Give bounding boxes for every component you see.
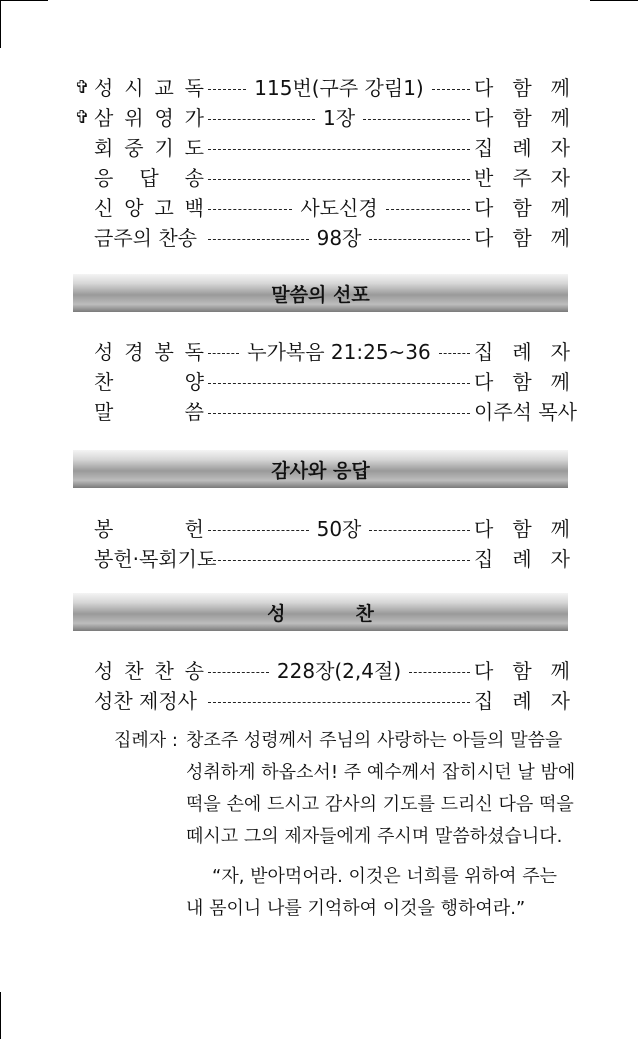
order-detail: 115번(구주 강림1) — [254, 76, 424, 100]
order-row — [70, 74, 570, 102]
order-detail: 50장 — [316, 517, 362, 541]
order-row — [70, 224, 570, 252]
order-detail: 사도신경 — [300, 196, 378, 220]
crop-mark-bottom-left-v — [0, 992, 1, 1039]
prayer-line: 떡을 손에 드시고 감사의 기도를 드리신 다음 떡을 — [186, 794, 574, 815]
order-row — [70, 515, 570, 543]
leader-line — [208, 338, 470, 366]
order-row — [70, 104, 570, 132]
order-detail: 1장 — [322, 106, 356, 130]
crop-mark-top-left-v — [0, 0, 1, 48]
cross-icon: ✞ — [74, 107, 90, 128]
leader-line — [208, 558, 470, 561]
order-response: 다 함 께 — [474, 106, 570, 130]
prayer-line: 성취하게 하옵소서! 주 예수께서 잡히시던 날 밤에 — [186, 762, 576, 783]
order-label: 성 시 교 독 — [94, 76, 204, 100]
order-label: 봉 헌 — [94, 517, 204, 541]
leader-line — [208, 657, 470, 685]
leader-line — [208, 411, 470, 414]
prayer-speaker: 집례자 : — [114, 730, 178, 751]
order-response: 다 함 께 — [474, 370, 570, 394]
order-row — [70, 398, 577, 426]
order-row — [70, 338, 570, 366]
order-label: 성찬 제정사 — [94, 689, 197, 713]
leader-line — [208, 74, 470, 102]
order-response: 다 함 께 — [474, 659, 570, 683]
order-row — [70, 368, 570, 396]
order-row — [70, 545, 570, 573]
section-header-thanks: 감사와 응답 — [73, 450, 568, 488]
order-label: 봉헌·목회기도 — [94, 547, 217, 571]
leader-line — [208, 381, 470, 384]
order-response: 반 주 자 — [474, 166, 570, 190]
order-response: 다 함 께 — [474, 196, 570, 220]
order-response: 다 함 께 — [474, 517, 570, 541]
order-row — [70, 194, 570, 222]
crop-mark-top-left-h — [0, 0, 48, 1]
prayer-quote-line: “자, 받아먹어라. 이것은 너희를 위하여 주는 — [212, 866, 557, 887]
order-row — [70, 134, 570, 162]
order-label: 삼 위 영 가 — [94, 106, 204, 130]
order-response: 다 함 께 — [474, 226, 570, 250]
order-response: 다 함 께 — [474, 76, 570, 100]
order-label: 성 경 봉 독 — [94, 340, 204, 364]
leader-line — [208, 104, 470, 132]
order-row — [70, 687, 570, 715]
order-response: 집 례 자 — [474, 689, 570, 713]
order-row — [70, 657, 570, 685]
order-label: 신 앙 고 백 — [94, 196, 204, 220]
crop-mark-top-right-h — [590, 0, 638, 1]
cross-icon: ✞ — [74, 77, 90, 98]
order-detail: 98장 — [316, 226, 362, 250]
order-response: 이주석 목사 — [474, 400, 577, 424]
order-response: 집 례 자 — [474, 547, 570, 571]
order-label: 찬 양 — [94, 370, 204, 394]
leader-line — [208, 194, 470, 222]
order-response: 집 례 자 — [474, 136, 570, 160]
section-header-communion: 성 찬 — [73, 593, 568, 631]
leader-line — [208, 224, 470, 252]
order-label: 회 중 기 도 — [94, 136, 204, 160]
order-label: 금주의 찬송 — [94, 226, 197, 250]
order-detail: 228장(2,4절) — [276, 659, 402, 683]
order-response: 집 례 자 — [474, 340, 570, 364]
leader-line — [208, 515, 470, 543]
prayer-line: 떼시고 그의 제자들에게 주시며 말씀하셨습니다. — [186, 826, 563, 847]
order-label: 응 답 송 — [94, 166, 204, 190]
order-label: 말 씀 — [94, 400, 204, 424]
order-detail: 누가복음 21:25~36 — [247, 340, 431, 364]
prayer-quote-line: 내 몸이니 나를 기억하여 이것을 행하여라.” — [186, 898, 526, 919]
leader-line — [208, 147, 470, 150]
prayer-line: 창조주 성령께서 주님의 사랑하는 아들의 말씀을 — [186, 730, 563, 751]
order-label: 성 찬 찬 송 — [94, 659, 204, 683]
leader-line — [208, 177, 470, 180]
section-header-word: 말씀의 선포 — [73, 274, 568, 312]
order-row — [70, 164, 570, 192]
leader-line — [208, 700, 470, 703]
